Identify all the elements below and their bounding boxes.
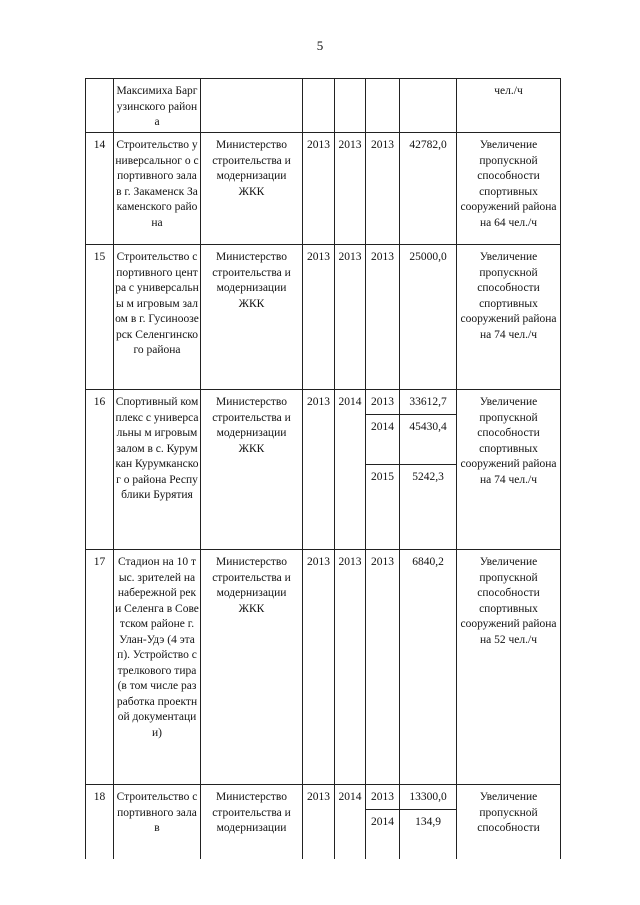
funding-amount: 33612,7 bbox=[399, 390, 456, 414]
funding-cell bbox=[365, 390, 456, 549]
table-row bbox=[85, 550, 561, 785]
funding-entry bbox=[366, 245, 456, 390]
row-number: 15 bbox=[93, 251, 106, 263]
funding-amount: 134,9 bbox=[399, 810, 456, 859]
funding-entry bbox=[366, 550, 456, 785]
start-year: 2013 bbox=[302, 133, 334, 244]
expected-result: Увеличение пропускной способности спортивных сооружений района на 74 чел./ч bbox=[456, 390, 560, 549]
funding-cell bbox=[365, 245, 456, 389]
funding-cell bbox=[365, 550, 456, 784]
funding-amount: 5242,3 bbox=[399, 465, 456, 550]
end-year: 2013 bbox=[334, 550, 365, 784]
expected-result: Увеличение пропускной способности спортивных сооружений района на 52 чел./ч bbox=[456, 550, 560, 784]
funding-year: 2014 bbox=[371, 816, 394, 828]
expected-result: чел./ч bbox=[456, 79, 560, 132]
project-name: Строительство универсальног о спортивного зала в г. Закаменск Закаменского района bbox=[113, 133, 200, 244]
funding-entry bbox=[366, 785, 456, 809]
responsible-ministry: Министерство строительства и модернизации ЖКК bbox=[200, 133, 302, 244]
table-row bbox=[85, 785, 561, 859]
page-number: 5 bbox=[316, 38, 324, 53]
funding-amount: 42782,0 bbox=[399, 133, 456, 245]
funding-cell bbox=[365, 133, 456, 244]
funding-entry bbox=[366, 464, 456, 550]
funding-year: 2013 bbox=[371, 251, 394, 263]
funding-entry bbox=[366, 414, 456, 464]
expected-result: Увеличение пропускной способности bbox=[456, 785, 560, 859]
row-number: 16 bbox=[93, 396, 106, 408]
project-name: Спортивный комплекс с универсальны м игровым залом в с. Курумкан Курумканског о района Республики Бурятия bbox=[113, 390, 200, 549]
funding-amount: 13300,0 bbox=[399, 785, 456, 809]
funding-entry bbox=[366, 133, 456, 245]
funding-amount: 25000,0 bbox=[399, 245, 456, 390]
expected-result: Увеличение пропускной способности спортивных сооружений района на 74 чел./ч bbox=[456, 245, 560, 389]
row-number: 17 bbox=[93, 556, 106, 568]
start-year bbox=[302, 79, 334, 132]
funding-year: 2013 bbox=[371, 791, 394, 803]
row-number: 18 bbox=[93, 791, 106, 803]
row-number: 14 bbox=[93, 139, 106, 151]
funding-year: 2013 bbox=[371, 396, 394, 408]
start-year: 2013 bbox=[302, 390, 334, 549]
end-year: 2014 bbox=[334, 785, 365, 859]
funding-amount: 6840,2 bbox=[399, 550, 456, 785]
funding-year: 2015 bbox=[371, 471, 394, 483]
responsible-ministry: Министерство строительства и модернизации ЖКК bbox=[200, 550, 302, 784]
program-table bbox=[85, 78, 561, 859]
table-row bbox=[85, 79, 561, 133]
responsible-ministry: Министерство строительства и модернизации ЖКК bbox=[200, 245, 302, 389]
start-year: 2013 bbox=[302, 550, 334, 784]
row-number bbox=[86, 79, 113, 132]
table-row bbox=[85, 390, 561, 550]
responsible-ministry: Министерство строительства и модернизации ЖКК bbox=[200, 390, 302, 549]
funding-year bbox=[366, 79, 399, 133]
project-name: Строительство спортивного зала в bbox=[113, 785, 200, 859]
funding-year: 2013 bbox=[371, 556, 394, 568]
end-year: 2013 bbox=[334, 245, 365, 389]
project-name: Максимиха Баргузинского района bbox=[113, 79, 200, 132]
table-row bbox=[85, 133, 561, 245]
funding-entry bbox=[366, 809, 456, 859]
end-year: 2014 bbox=[334, 390, 365, 549]
end-year: 2013 bbox=[334, 133, 365, 244]
responsible-ministry bbox=[200, 79, 302, 132]
funding-year: 2013 bbox=[371, 139, 394, 151]
responsible-ministry: Министерство строительства и модернизации bbox=[200, 785, 302, 859]
start-year: 2013 bbox=[302, 245, 334, 389]
funding-year: 2014 bbox=[371, 421, 394, 433]
funding-amount: 45430,4 bbox=[399, 415, 456, 464]
funding-cell bbox=[365, 785, 456, 859]
project-name: Строительство спортивного центра с универсальны м игровым залом в г. Гусиноозерск Селенгинского района bbox=[113, 245, 200, 389]
funding-entry bbox=[366, 79, 456, 133]
project-name: Стадион на 10 тыс. зрителей на набережной реки Селенга в Советском районе г. Улан-Удэ (4 этап). Устройство стрелкового тира (в том числе разработка проектной документации) bbox=[113, 550, 200, 784]
expected-result: Увеличение пропускной способности спортивных сооружений района на 64 чел./ч bbox=[456, 133, 560, 244]
funding-cell bbox=[365, 79, 456, 132]
table-row bbox=[85, 245, 561, 390]
funding-entry bbox=[366, 390, 456, 414]
start-year: 2013 bbox=[302, 785, 334, 859]
end-year bbox=[334, 79, 365, 132]
funding-amount bbox=[399, 79, 456, 133]
